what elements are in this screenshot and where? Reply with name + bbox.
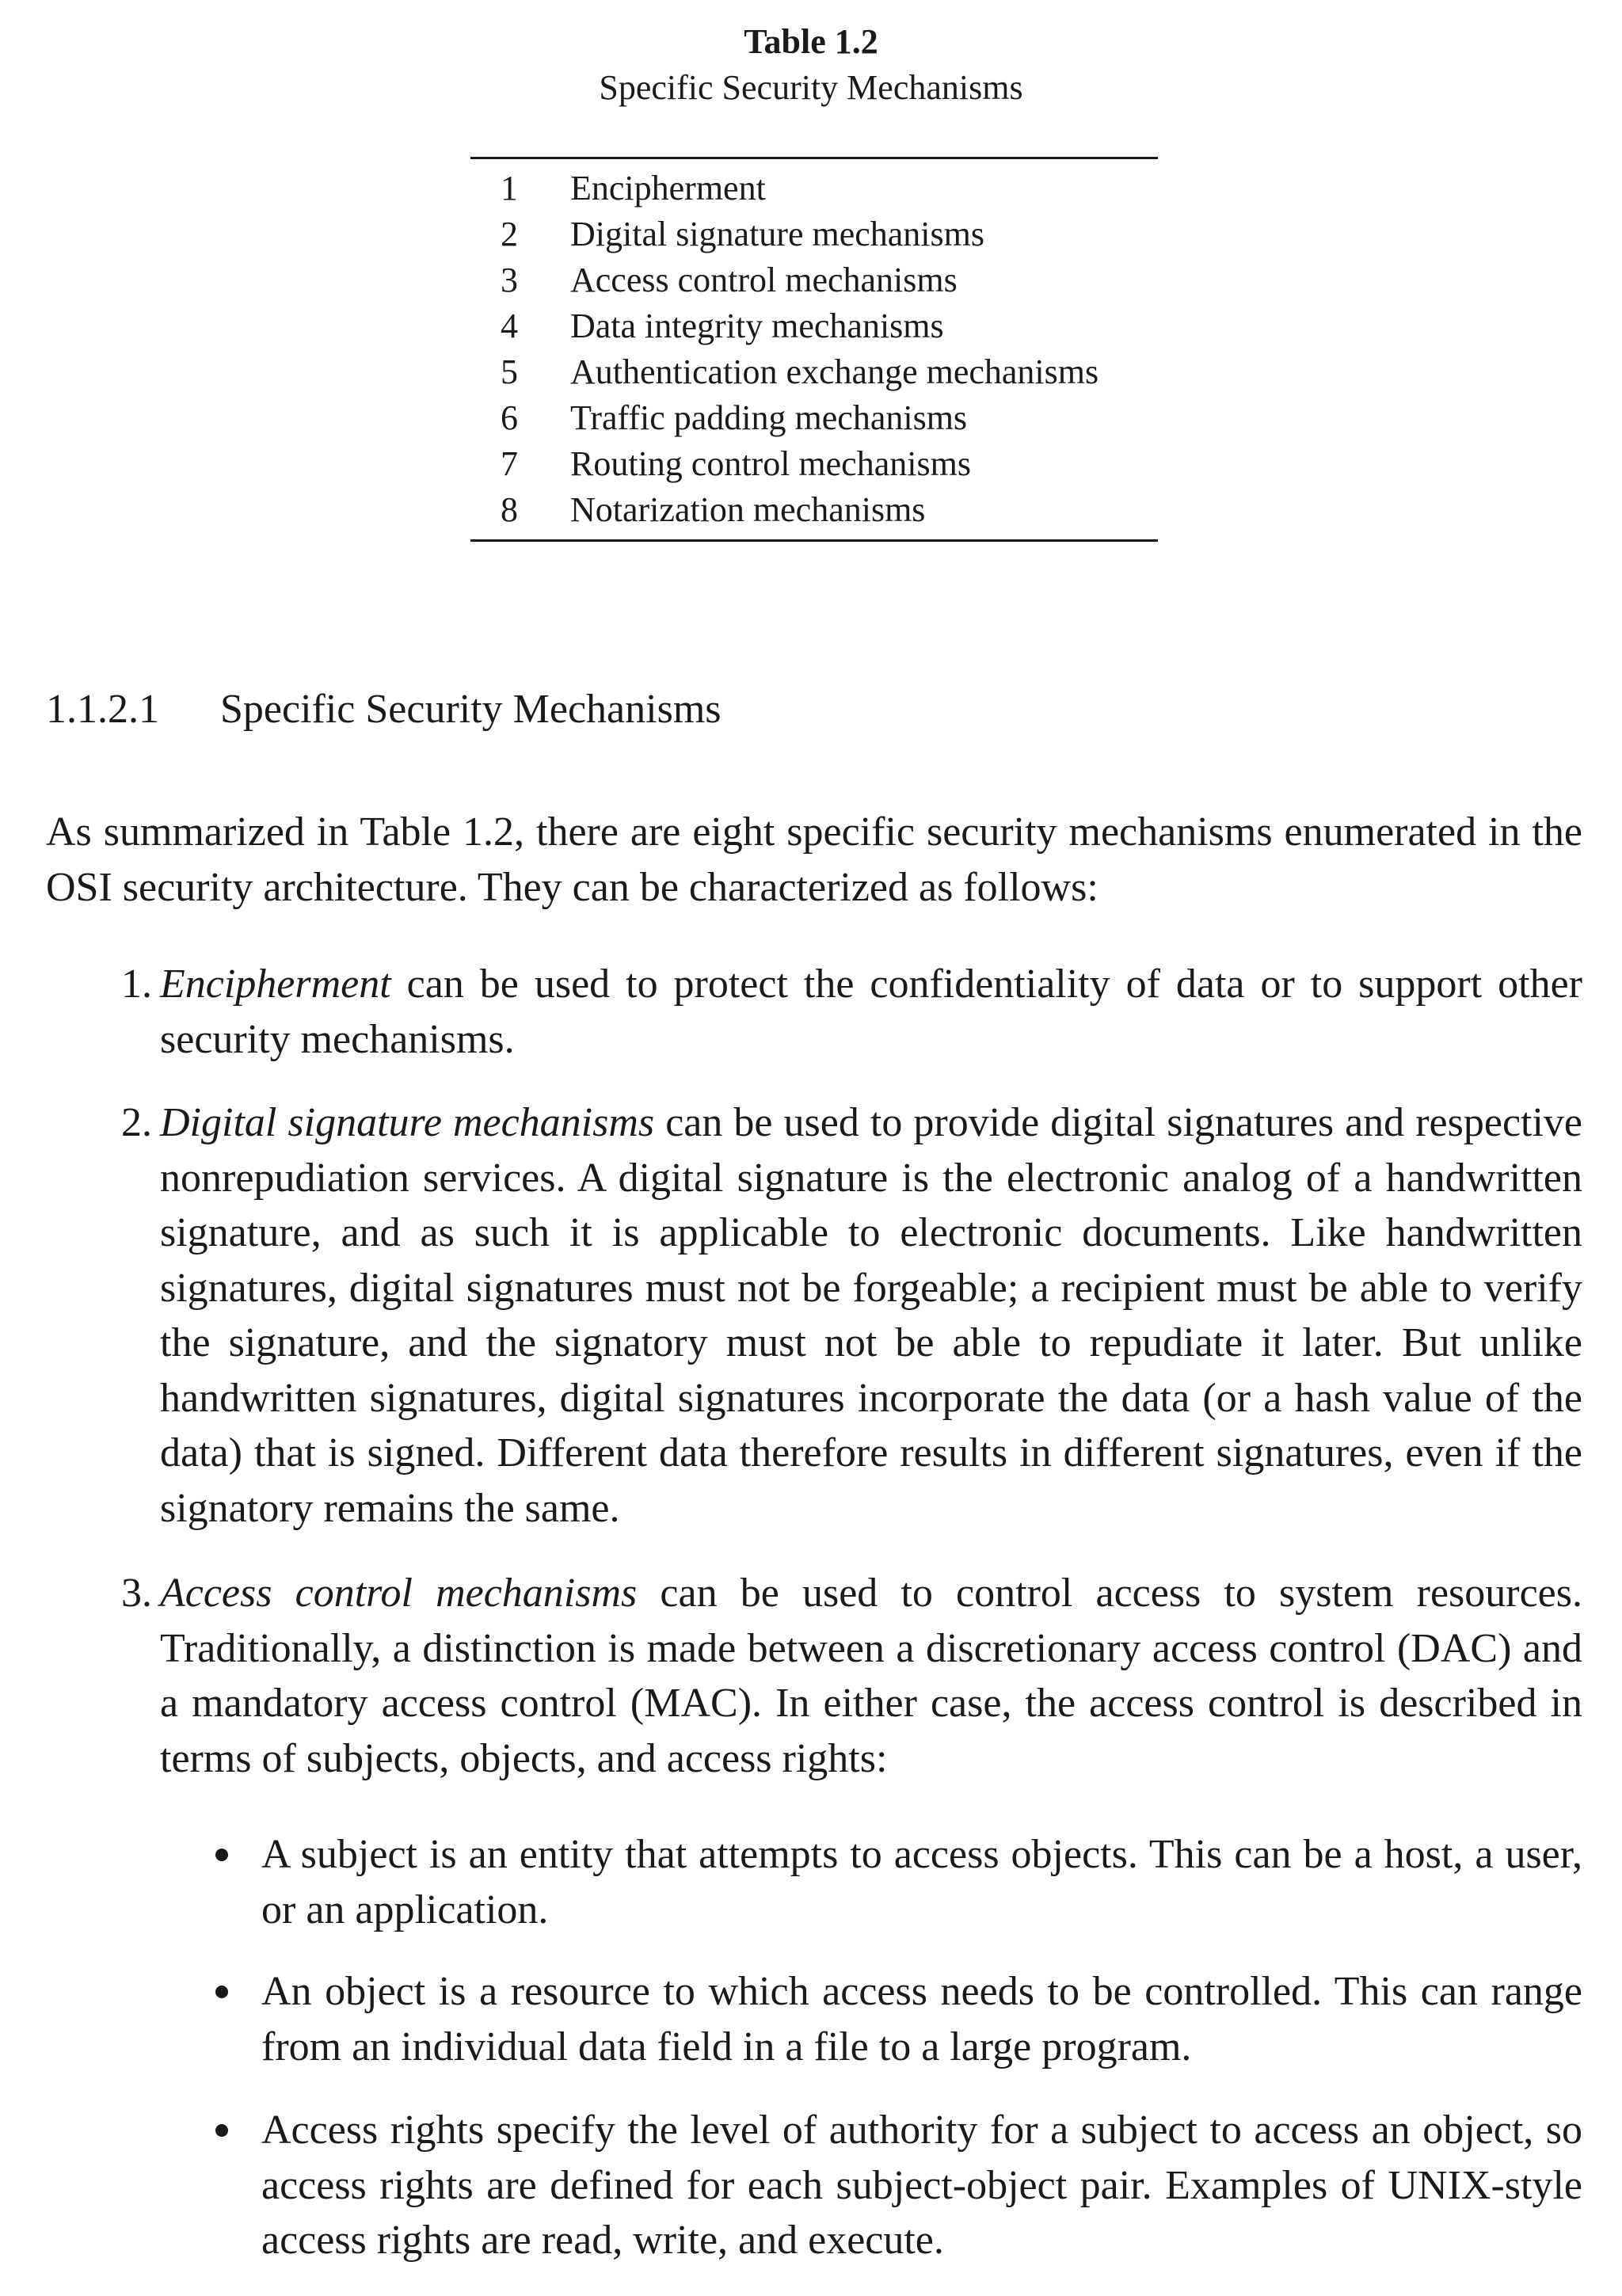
table-row (470, 395, 1158, 441)
list-item (121, 957, 1582, 1067)
bullet-text: Access rights specify the level of authority for a subject to access an object, so access rights are defined for each subject-object pair. Examples of UNIX-style access rights are read, write, and execute. (261, 2108, 1582, 2263)
list-item (121, 1095, 1582, 1536)
mechanisms-table (470, 157, 1158, 542)
row-number: 8 (501, 490, 518, 529)
bullet-text: A subject is an entity that attempts to access objects. This can be a host, a user, or an application. (261, 1832, 1582, 1932)
bullet-text: An object is a resource to which access needs to be controlled. This can range from an individual data field in a file to a large program. (261, 1969, 1582, 2069)
list-marker: 2. (121, 1100, 152, 1145)
table-row (470, 257, 1158, 303)
row-mechanism: Encipherment (570, 169, 766, 208)
row-number: 7 (501, 444, 518, 483)
bullet-item (261, 1964, 1582, 2074)
list-marker: 3. (121, 1571, 152, 1616)
table-row (470, 349, 1158, 395)
list-text: can be used to control access to system resources. Traditionally, a distinction is made between a discretionary access control (DAC) and a mandatory access control (MAC). In either case, the access control is described in terms of subjects, objects, and access rights: (160, 1571, 1582, 1781)
row-number: 3 (501, 261, 518, 299)
row-mechanism: Digital signature mechanisms (570, 215, 984, 253)
table-row (470, 303, 1158, 349)
row-mechanism: Authentication exchange mechanisms (570, 352, 1099, 391)
row-mechanism: Access control mechanisms (570, 261, 958, 299)
list-term: Encipherment (160, 961, 391, 1007)
row-number: 5 (501, 352, 518, 391)
list-term: Digital signature mechanisms (160, 1100, 655, 1145)
bullet-icon (215, 1986, 228, 1998)
bullet-icon (215, 1849, 228, 1861)
list-item (121, 1566, 1582, 1786)
row-mechanism: Routing control mechanisms (570, 444, 971, 483)
bullet-item (261, 2103, 1582, 2268)
row-mechanism: Traffic padding mechanisms (570, 398, 968, 437)
row-number: 6 (501, 398, 518, 437)
row-number: 4 (501, 307, 518, 345)
row-number: 1 (501, 169, 518, 208)
list-text: can be used to provide digital signatures and respective nonrepudiation services. A digital signature is the electronic analog of a handwritten signature, and as such it is applicable to electronic documents. Like handwritten signatures, digital signatures must not be forgeable; a recipient must be able to verify the signature, and the signatory must not be able to repudiate it later. But unlike handwritten signatures, digital signatures incorporate the data (or a hash value of the data) that is signed. Different data therefore results in different signatures, even if the signatory remains the same. (160, 1100, 1582, 1531)
intro-paragraph: As summarized in Table 1.2, there are eight specific security mechanisms enumerated in the OSI security architecture. They can be characterized as follows: (46, 809, 1582, 910)
bullet-icon (215, 2124, 228, 2137)
section-title: Specific Security Mechanisms (220, 687, 722, 732)
table-row (470, 441, 1158, 487)
row-mechanism: Data integrity mechanisms (570, 307, 944, 345)
section-number: 1.1.2.1 (46, 687, 159, 732)
list-text: can be used to protect the confidentiality of data or to support other security mechanisms. (160, 961, 1582, 1062)
bullet-item (261, 1827, 1582, 1937)
section-heading (46, 684, 722, 735)
list-term: Access control mechanisms (160, 1571, 638, 1616)
table-label: Table 1.2 (744, 22, 878, 61)
table-row (470, 211, 1158, 257)
table-title: Specific Security Mechanisms (599, 68, 1023, 107)
table-row (470, 166, 1158, 211)
list-marker: 1. (121, 961, 152, 1007)
table-row (470, 487, 1158, 533)
row-mechanism: Notarization mechanisms (570, 490, 926, 529)
row-number: 2 (501, 215, 518, 253)
